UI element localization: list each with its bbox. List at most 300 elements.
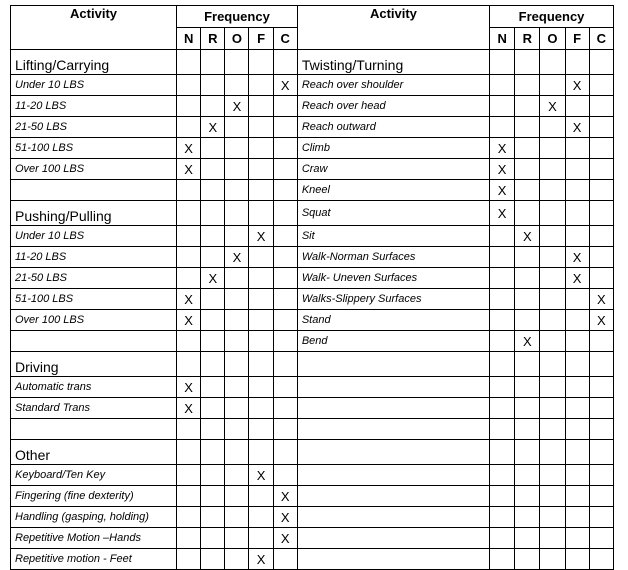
- freq-letter-c: C: [273, 28, 297, 50]
- frequency-cell-r: [201, 289, 225, 310]
- frequency-cell-o: [225, 50, 249, 75]
- frequency-cell-n: [490, 440, 515, 465]
- frequency-cell-o: [225, 201, 249, 226]
- frequency-cell-r: [201, 96, 225, 117]
- x-mark: X: [597, 291, 606, 307]
- x-mark: X: [548, 98, 557, 114]
- frequency-cell-f: [249, 419, 273, 440]
- activity-label: Fingering (fine dexterity): [11, 486, 177, 507]
- frequency-cell-c: [273, 398, 297, 419]
- frequency-cell-o: [540, 528, 565, 549]
- frequency-cell-f: [565, 352, 589, 377]
- frequency-cell-c: [273, 247, 297, 268]
- frequency-cell-f: [249, 289, 273, 310]
- frequency-cell-f: [565, 180, 589, 201]
- frequency-cell-n: [490, 507, 515, 528]
- frequency-cell-o: [225, 268, 249, 289]
- activity-label: Repetitive Motion –Hands: [11, 528, 177, 549]
- table-row: [11, 377, 614, 398]
- frequency-cell-r: [515, 331, 540, 352]
- frequency-cell-r: [515, 398, 540, 419]
- table-row: [11, 440, 614, 465]
- frequency-cell-f: [249, 352, 273, 377]
- frequency-cell-r: [515, 352, 540, 377]
- frequency-cell-o: [540, 377, 565, 398]
- activity-label: [297, 549, 489, 570]
- frequency-cell-r: [515, 201, 540, 226]
- frequency-cell-n: [490, 268, 515, 289]
- x-mark: X: [184, 140, 193, 156]
- frequency-cell-r: [515, 268, 540, 289]
- frequency-cell-c: [589, 398, 613, 419]
- frequency-cell-r: [201, 398, 225, 419]
- frequency-cell-n: [177, 289, 201, 310]
- frequency-cell-o: [225, 377, 249, 398]
- frequency-cell-o: [225, 440, 249, 465]
- activity-label: Kneel: [297, 180, 489, 201]
- frequency-cell-o: [540, 398, 565, 419]
- activity-header-left: Activity: [11, 6, 177, 50]
- frequency-cell-o: [225, 138, 249, 159]
- frequency-cell-c: [589, 159, 613, 180]
- frequency-cell-o: [540, 75, 565, 96]
- activity-label: 11-20 LBS: [11, 247, 177, 268]
- frequency-cell-r: [515, 289, 540, 310]
- frequency-cell-n: [490, 465, 515, 486]
- frequency-cell-f: [565, 465, 589, 486]
- frequency-cell-f: [249, 201, 273, 226]
- frequency-cell-o: [225, 549, 249, 570]
- frequency-cell-c: [273, 419, 297, 440]
- frequency-cell-n: [177, 138, 201, 159]
- table-row: [11, 289, 614, 310]
- frequency-cell-f: [565, 268, 589, 289]
- frequency-cell-c: [589, 50, 613, 75]
- frequency-cell-o: [540, 440, 565, 465]
- frequency-cell-n: [177, 377, 201, 398]
- x-mark: X: [497, 205, 507, 221]
- frequency-cell-r: [201, 419, 225, 440]
- frequency-cell-o: [540, 50, 565, 75]
- activity-label: Over 100 LBS: [11, 159, 177, 180]
- activity-label: [297, 440, 489, 465]
- frequency-cell-r: [201, 138, 225, 159]
- frequency-cell-f: [565, 310, 589, 331]
- frequency-cell-n: [177, 247, 201, 268]
- frequency-cell-n: [177, 352, 201, 377]
- frequency-cell-f: [249, 310, 273, 331]
- frequency-cell-r: [515, 180, 540, 201]
- frequency-cell-f: [565, 50, 589, 75]
- frequency-cell-r: [515, 465, 540, 486]
- x-mark: X: [497, 182, 507, 198]
- activity-label: Reach over shoulder: [297, 75, 489, 96]
- frequency-cell-n: [490, 419, 515, 440]
- frequency-table: [10, 5, 614, 570]
- x-mark: X: [256, 551, 266, 567]
- frequency-cell-c: [589, 331, 613, 352]
- frequency-cell-c: [273, 528, 297, 549]
- frequency-cell-f: [565, 528, 589, 549]
- activity-label: 11-20 LBS: [11, 96, 177, 117]
- frequency-cell-o: [225, 507, 249, 528]
- activity-label: Craw: [297, 159, 489, 180]
- frequency-cell-c: [273, 138, 297, 159]
- frequency-cell-f: [565, 75, 589, 96]
- table-row: [11, 180, 614, 201]
- frequency-cell-c: [589, 440, 613, 465]
- frequency-cell-r: [201, 75, 225, 96]
- frequency-cell-r: [515, 507, 540, 528]
- frequency-cell-o: [540, 331, 565, 352]
- frequency-cell-r: [515, 159, 540, 180]
- activity-label: [297, 528, 489, 549]
- activity-label: [297, 465, 489, 486]
- frequency-cell-n: [490, 226, 515, 247]
- frequency-cell-f: [249, 528, 273, 549]
- frequency-cell-c: [273, 440, 297, 465]
- frequency-cell-o: [225, 331, 249, 352]
- frequency-cell-c: [589, 180, 613, 201]
- frequency-cell-n: [177, 159, 201, 180]
- frequency-cell-r: [201, 440, 225, 465]
- table-row: [11, 50, 614, 75]
- activity-label: Walk- Uneven Surfaces: [297, 268, 489, 289]
- frequency-cell-c: [589, 377, 613, 398]
- frequency-cell-f: [565, 159, 589, 180]
- frequency-cell-o: [225, 117, 249, 138]
- table-row: [11, 352, 614, 377]
- frequency-cell-f: [565, 398, 589, 419]
- frequency-cell-n: [490, 138, 515, 159]
- section-title: Driving: [11, 352, 177, 377]
- x-mark: X: [232, 98, 242, 114]
- activity-label: Walk-Norman Surfaces: [297, 247, 489, 268]
- frequency-cell-r: [201, 331, 225, 352]
- table-row: [11, 549, 614, 570]
- frequency-cell-r: [201, 352, 225, 377]
- frequency-cell-f: [565, 486, 589, 507]
- frequency-cell-f: [249, 138, 273, 159]
- activity-label: Reach over head: [297, 96, 489, 117]
- activity-label: Bend: [297, 331, 489, 352]
- frequency-cell-c: [589, 201, 613, 226]
- frequency-cell-o: [540, 117, 565, 138]
- frequency-cell-c: [273, 268, 297, 289]
- frequency-cell-c: [273, 549, 297, 570]
- freq-letter-r: R: [515, 28, 540, 50]
- frequency-cell-c: [273, 310, 297, 331]
- frequency-cell-f: [249, 440, 273, 465]
- frequency-cell-f: [565, 201, 589, 226]
- freq-letter-r: R: [201, 28, 225, 50]
- frequency-cell-o: [225, 465, 249, 486]
- frequency-cell-o: [225, 528, 249, 549]
- frequency-cell-f: [565, 377, 589, 398]
- frequency-cell-c: [589, 549, 613, 570]
- frequency-cell-f: [249, 117, 273, 138]
- table-row: [11, 419, 614, 440]
- x-mark: X: [280, 77, 290, 93]
- frequency-cell-c: [589, 419, 613, 440]
- frequency-cell-n: [490, 377, 515, 398]
- frequency-cell-n: [490, 75, 515, 96]
- frequency-cell-n: [177, 180, 201, 201]
- activity-label: Sit: [297, 226, 489, 247]
- frequency-cell-n: [490, 352, 515, 377]
- frequency-cell-c: [273, 352, 297, 377]
- activity-rows: [11, 50, 614, 570]
- activity-label: Climb: [297, 138, 489, 159]
- frequency-cell-o: [225, 159, 249, 180]
- activity-label: Keyboard/Ten Key: [11, 465, 177, 486]
- frequency-cell-f: [565, 96, 589, 117]
- frequency-cell-f: [249, 398, 273, 419]
- table-row: [11, 486, 614, 507]
- frequency-cell-f: [565, 440, 589, 465]
- frequency-cell-f: [249, 465, 273, 486]
- x-mark: X: [256, 228, 266, 244]
- frequency-cell-o: [540, 507, 565, 528]
- section-title: Other: [11, 440, 177, 465]
- frequency-cell-c: [589, 268, 613, 289]
- frequency-cell-n: [177, 226, 201, 247]
- x-mark: X: [497, 161, 507, 177]
- x-mark: X: [572, 77, 582, 93]
- frequency-cell-n: [177, 528, 201, 549]
- activity-label: Handling (gasping, holding): [11, 507, 177, 528]
- frequency-cell-c: [589, 352, 613, 377]
- frequency-cell-r: [515, 75, 540, 96]
- frequency-cell-o: [540, 486, 565, 507]
- frequency-cell-n: [177, 465, 201, 486]
- frequency-cell-n: [490, 201, 515, 226]
- table-row: [11, 331, 614, 352]
- frequency-cell-n: [490, 50, 515, 75]
- frequency-cell-f: [565, 289, 589, 310]
- activity-label: 51-100 LBS: [11, 289, 177, 310]
- frequency-cell-o: [540, 352, 565, 377]
- frequency-cell-n: [490, 486, 515, 507]
- frequency-cell-c: [589, 117, 613, 138]
- frequency-cell-c: [589, 289, 613, 310]
- frequency-cell-c: [273, 226, 297, 247]
- frequency-cell-c: [589, 507, 613, 528]
- frequency-cell-n: [490, 180, 515, 201]
- frequency-cell-r: [515, 96, 540, 117]
- frequency-cell-n: [490, 398, 515, 419]
- frequency-cell-f: [565, 549, 589, 570]
- frequency-cell-f: [565, 138, 589, 159]
- activity-label: [297, 398, 489, 419]
- frequency-cell-f: [249, 75, 273, 96]
- activity-label: Repetitive motion - Feet: [11, 549, 177, 570]
- frequency-cell-c: [273, 117, 297, 138]
- frequency-cell-o: [540, 419, 565, 440]
- freq-letter-f: F: [565, 28, 589, 50]
- frequency-cell-n: [177, 310, 201, 331]
- x-mark: X: [184, 161, 193, 177]
- frequency-cell-n: [177, 75, 201, 96]
- frequency-cell-o: [540, 247, 565, 268]
- frequency-cell-o: [225, 289, 249, 310]
- activity-label: Under 10 LBS: [11, 226, 177, 247]
- frequency-cell-r: [201, 528, 225, 549]
- x-mark: X: [208, 119, 218, 135]
- frequency-header-left: Frequency: [177, 6, 298, 28]
- frequency-cell-n: [490, 331, 515, 352]
- x-mark: X: [256, 467, 266, 483]
- activity-header-right: Activity: [297, 6, 489, 50]
- frequency-cell-r: [201, 465, 225, 486]
- frequency-cell-n: [490, 96, 515, 117]
- frequency-cell-r: [515, 117, 540, 138]
- table-row: [11, 75, 614, 96]
- frequency-cell-r: [201, 226, 225, 247]
- frequency-cell-r: [515, 419, 540, 440]
- x-mark: X: [208, 270, 218, 286]
- freq-letter-o: O: [225, 28, 249, 50]
- activity-label: [297, 352, 489, 377]
- freq-letter-f: F: [249, 28, 273, 50]
- freq-letter-c: C: [589, 28, 613, 50]
- frequency-cell-f: [249, 268, 273, 289]
- frequency-cell-c: [273, 377, 297, 398]
- frequency-cell-o: [225, 310, 249, 331]
- activity-label: Over 100 LBS: [11, 310, 177, 331]
- frequency-cell-c: [589, 75, 613, 96]
- frequency-cell-n: [490, 310, 515, 331]
- table-row: [11, 247, 614, 268]
- frequency-cell-n: [177, 507, 201, 528]
- activity-label: Standard Trans: [11, 398, 177, 419]
- frequency-cell-f: [565, 507, 589, 528]
- table-row: [11, 117, 614, 138]
- frequency-cell-c: [273, 50, 297, 75]
- x-mark: X: [522, 333, 532, 349]
- frequency-header-right: Frequency: [490, 6, 614, 28]
- frequency-cell-f: [249, 486, 273, 507]
- section-title: Lifting/Carrying: [11, 50, 177, 75]
- frequency-cell-n: [177, 96, 201, 117]
- frequency-cell-o: [540, 138, 565, 159]
- frequency-cell-o: [225, 247, 249, 268]
- frequency-cell-r: [201, 268, 225, 289]
- frequency-cell-r: [515, 226, 540, 247]
- frequency-cell-o: [540, 465, 565, 486]
- frequency-cell-f: [565, 419, 589, 440]
- frequency-cell-r: [201, 549, 225, 570]
- frequency-cell-r: [201, 247, 225, 268]
- frequency-cell-n: [177, 549, 201, 570]
- frequency-cell-r: [515, 310, 540, 331]
- frequency-cell-f: [565, 226, 589, 247]
- frequency-cell-c: [273, 201, 297, 226]
- table-row: [11, 507, 614, 528]
- header-row: [11, 6, 614, 28]
- frequency-cell-c: [273, 507, 297, 528]
- frequency-cell-f: [249, 247, 273, 268]
- table-row: [11, 201, 614, 226]
- frequency-cell-n: [177, 268, 201, 289]
- table-row: [11, 310, 614, 331]
- frequency-cell-r: [201, 507, 225, 528]
- freq-letter-n: N: [490, 28, 515, 50]
- activity-label: [11, 419, 177, 440]
- table-row: [11, 398, 614, 419]
- x-mark: X: [184, 312, 193, 328]
- freq-letter-n: N: [177, 28, 201, 50]
- x-mark: X: [280, 488, 290, 504]
- frequency-cell-n: [490, 247, 515, 268]
- x-mark: X: [280, 509, 290, 525]
- section-title: Pushing/Pulling: [11, 201, 177, 226]
- activity-label: [297, 486, 489, 507]
- frequency-cell-r: [515, 440, 540, 465]
- frequency-cell-c: [589, 247, 613, 268]
- activity-label: [297, 507, 489, 528]
- frequency-cell-c: [589, 138, 613, 159]
- frequency-cell-o: [225, 419, 249, 440]
- frequency-cell-o: [225, 75, 249, 96]
- frequency-cell-c: [273, 331, 297, 352]
- frequency-cell-c: [273, 159, 297, 180]
- table-row: [11, 159, 614, 180]
- table-row: [11, 465, 614, 486]
- frequency-cell-c: [589, 96, 613, 117]
- x-mark: X: [184, 379, 193, 395]
- x-mark: X: [597, 312, 606, 328]
- frequency-cell-c: [589, 465, 613, 486]
- frequency-cell-o: [225, 486, 249, 507]
- frequency-cell-n: [177, 419, 201, 440]
- frequency-cell-r: [201, 486, 225, 507]
- frequency-cell-o: [540, 289, 565, 310]
- activity-label: Automatic trans: [11, 377, 177, 398]
- frequency-cell-c: [589, 310, 613, 331]
- table-row: [11, 226, 614, 247]
- frequency-cell-f: [249, 549, 273, 570]
- x-mark: X: [522, 228, 532, 244]
- activity-label: Walks-Slippery Surfaces: [297, 289, 489, 310]
- frequency-cell-o: [225, 180, 249, 201]
- frequency-cell-c: [273, 289, 297, 310]
- x-mark: X: [280, 530, 290, 546]
- activity-label: Reach outward: [297, 117, 489, 138]
- frequency-cell-f: [249, 96, 273, 117]
- frequency-cell-f: [249, 331, 273, 352]
- frequency-cell-f: [249, 50, 273, 75]
- activity-label: [11, 180, 177, 201]
- frequency-cell-c: [589, 528, 613, 549]
- activity-label: 51-100 LBS: [11, 138, 177, 159]
- frequency-cell-o: [225, 226, 249, 247]
- frequency-cell-o: [540, 310, 565, 331]
- frequency-cell-r: [515, 50, 540, 75]
- frequency-cell-r: [515, 549, 540, 570]
- activity-label: Squat: [297, 201, 489, 226]
- activity-label: Stand: [297, 310, 489, 331]
- frequency-cell-c: [273, 486, 297, 507]
- frequency-cell-r: [201, 117, 225, 138]
- frequency-cell-n: [490, 549, 515, 570]
- frequency-cell-f: [249, 377, 273, 398]
- frequency-cell-c: [273, 465, 297, 486]
- frequency-cell-r: [515, 486, 540, 507]
- frequency-cell-f: [249, 226, 273, 247]
- frequency-cell-c: [273, 75, 297, 96]
- table-row: [11, 138, 614, 159]
